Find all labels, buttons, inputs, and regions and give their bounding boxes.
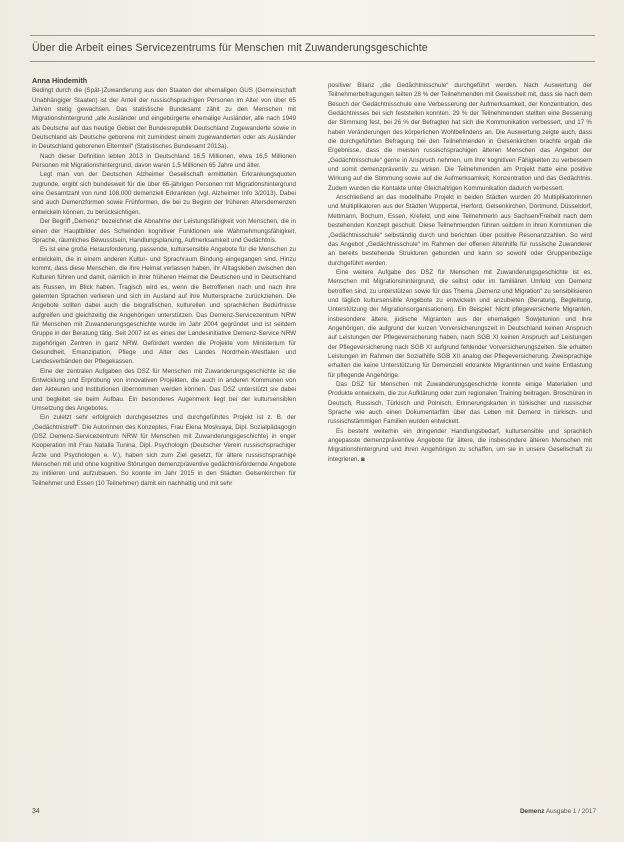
journal-footer xyxy=(520,808,596,815)
paragraph: Eine der zentralen Aufgaben des DSZ für Menschen mit Zuwanderungsgeschichte ist die Entwicklung und Erprobung von innovativen Projekten, die auch in anderen Kommunen von den Akteuren und Institutionen übernommen werden können. Das DSZ unterstützt sie dabei und begleitet sie beim Aufbau. Ein besonderes Augenmerk liegt bei der kultursensiblen Umsetzung des Angebotes. xyxy=(32,367,296,413)
paragraph: Anschließend an das modellhafte Projekt in beiden Städten wurden 20 Multiplikatorinnen und Multiplikatoren aus der Städten Wuppertal, Herford, Gelsenkirchen, Dortmund, Düsseldorf, Mettmann, Bochum, Essen, Krefeld, und eine Teilnehmerin aus Sachsen/Freiheit nach dem bestehenden Konzept geschult. Diese Teilnehmenden führen seitdem in ihren Kommunen die „Gedächtnisschule“ selbständig durch und berichten über positive Resonanzzahlen. So wird das Angebot „Gedächtnisschule“ im Rahmen der offenen Altenhilfe für russische Zuwanderer an bereits bestehende Strukturen gebunden und kann so sowohl oder Gruppenbezüge durchgeführt werden. xyxy=(328,194,592,267)
journal-issue: Ausgabe 1 / 2017 xyxy=(545,808,596,815)
paragraph: Ein zuletzt sehr erfolgreich durchgesetztes und durchgeführtes Projekt ist z. B. der „Gedächtnistreff“. Die Autorinnen des Konzeptes, Frau Elena Moskvaya, Dipl. Sozialpädagogin (DSZ Demenz-Servicezentrum NRW für Menschen mit Zuwanderungsgeschichte) in enger Kooperation mit Frau Natalia Tunina, Dipl. Psychologin (Deutscher Verein russischsprachiger Ärzte und Psychologen e. V.), haben sich zum Ziel gesetzt, für ältere russischsprachige Menschen mit und ohne kognitive Störungen demenzpräventive gedächtnisfördernde Angebote zu initiieren und aufzubauen. So konnte im Jahr 2015 in den Städten Gelsenkirchen für Teilnehmer und Essen (10 Teilnehmer) damit ein nachhaltig und mit sehr xyxy=(32,414,296,487)
paragraph: Das DSZ für Menschen mit Zuwanderungsgeschichte konnte einige Materialien und Produkte entwickeln, die zur Aufklärung oder zum regionalen Training beitragen. Broschüren in Deutsch, Russisch, Türkisch und Polnisch, Erinnerungskarten in türkischer und russischer Sprache wie auch einen Dokumentarfilm über das Leben mit Demenz in türkisch- und russischstämmigen Familien wurden entwickelt. xyxy=(328,381,592,426)
page-title: Über die Arbeit eines Servicezentrums für Menschen mit Zuwanderungsgeschichte xyxy=(32,42,428,54)
journal-name: Demenz xyxy=(519,808,545,815)
paragraph-last xyxy=(328,427,592,465)
header-rule-top xyxy=(30,35,595,36)
article-column-left xyxy=(32,76,296,488)
paragraph: Nach dieser Definition lebten 2013 in Deutschland 16,5 Millionen, etwa 16,5 Millionen Personen mit Migrationshintergrund, davon waren 1,5 Millionen 65 Jahre und älter. xyxy=(32,152,296,170)
paragraph: Bedingt durch die (Spät-)Zuwanderung aus den Staaten der ehemaligen GUS (Gemeinschaft Unabhängiger Staaten) ist der Anteil der russischsprachigen Personen im Alter von über 65 Jahren stetig gewachsen. Das statistische Bundesamt zählt zu den Menschen mit Migrationshintergrund „alle Ausländer und eingebürgerte ehemalige Ausländer, alle nach 1949 als Deutsche auf das heutige Gebiet der Bundesrepublik Deutschland Zugewanderte sowie in Deutschland als Deutsche geborene mit zumindest einem zugewanderten oder als Ausländer in Deutschland geborenen Elternteil“ (Statistisches Bundesamt 2013a). xyxy=(32,87,296,151)
paragraph: Eine weitere Aufgabe des DSZ für Menschen mit Zuwanderungsgeschichte ist es, Menschen mit Migrationshintergrund, die selbst oder im familiären Umfeld von Demenz betroffen sind, zu unterstützen sowie für das Thema „Demenz und Migration“ zu sensibilisieren und täglich kultursensible Angebote zu entwickeln und anzubieten (Beratung, Begleitung, Unterstützung der Migrationsorganisationen). Ein Beispiel: Nicht pflegeversicherte Migranten, insbesondere ältere, jüdische Migranten aus der ehemaligen Sowjetunion und ihre Angehörigen, die aufgrund der kurzen Vorversicherungszeit in Deutschland keinen Anspruch auf Leistungen der Pflegeversicherung haben, nach SGB XI keinen Anspruch auf Leistungen der Pflegeversicherung nach SGB XI aufgrund fehlender Vorversicherungszeiten. Sie erhalten Leistungen im Rahmen der Sozialhilfe SGB XII analog der Pflegeversicherung. Zweisprachige erhalten die keine Unterstützung für Demenziell erkrankte Migrantinnen und keine Entlastung für pflegende Angehörige. xyxy=(328,268,592,379)
header-rule-bottom xyxy=(30,61,595,62)
article-column-right xyxy=(328,81,592,465)
paragraph-text: Es besteht weiterhin ein dringender Handlungsbedarf, kultursensible und sprachlich angepasste demenzpräventive Angebote für ältere, die insbesondere älteren Menschen mit Migrationshintergrund und ihren Angehörigen zu schaffen, um sie in unsere Gesellschaft zu integrieren. xyxy=(328,427,592,463)
end-of-article-icon: ◙ xyxy=(361,456,365,463)
page-number: 34 xyxy=(32,808,40,815)
author-name: Anna Hindemith xyxy=(32,76,88,85)
paragraph: Der Begriff „Demenz“ bezeichnet die Abnahme der Leistungsfähigkeit von Menschen, die in einen der Hauptbilder des Schwinden kognitiver Funktionen wie Wahrnehmungsfähigkeit, Sprache, räumliches Bewusstsein, Handlungsplanung, Aufmerksamkeit und Gedächtnis. xyxy=(32,218,296,244)
paragraph: Es ist eine große Herausforderung, passende, kultursensible Angebote für die Menschen zu entwickeln, die in einem anderen Kultur- und Sprachraum Bindung eingegangen sind. Hinzu kommt, dass diese Menschen, die ihre Heimat verlassen haben, ihr Alltagsleben zwischen den Kulturen führen und damit, nämlich in ihrer früheren Heimat die Deutschen und in Deutschland als Russen, im Blick haben. Tragisch wird es, wenn die Betroffenen nach und nach ihre gelernten Sprachen verlieren und sich im Ausland auf ihre Muttersprache zurückziehen. Die Angebote sollten dabei auch die biografischen, kulturellen und sprachlichen Bedürfnisse aufgreifen und gleichzeitig die Angehörigen unterstützen. Das Demenz-Servicezentrum NRW für Menschen mit Zuwanderungsgeschichte wurde im Jahr 2004 gegründet und ist seitdem Gruppe in der Beratung tätig. Seit 2007 ist es eines der Landesinitiative Demenz-Service NRW zugehörigen Zentren in ganz NRW. Gefördert werden die Projekte vom Ministerium für Gesundheit, Emanzipation, Pflege und Alter des Landes Nordrhein-Westfalen und Landesverbänden der Pflegekassen. xyxy=(32,246,296,366)
paragraph: Legt man von der Deutschen Alzheimer Gesellschaft ermittelten Erkrankungsquoten zugrunde, ergibt sich bundesweit für die über 65-jährigen Personen mit Migrationshintergrund eine Gesamtzahl von rund 108.000 demenziell Erkrankten (vgl. Alzheimer Info 3/2013). Dabei sind auch Demenzformen sowie Frühformen, die bei zu Beginn der früheren Altersdemenzen entwickeln können, zu berücksichtigen. xyxy=(32,171,296,216)
paragraph: positiver Bilanz „die Gedächtnisschule“ durchgeführt werden. Nach Auswertung der Teilnehmerbefragungen teilten 28 % der Teilnehmenden mit Gewissheit mit, dass sie nach dem Besuch der Gedächtnisschule eine Verbesserung der Aufmerksamkeit, der Konzentration, des Gedächtnisses bei sich feststellen konnten. 29 % der Teilnehmenden stellten eine Besserung der Stimmung fest, bei 26 % der Befragten hat sich die Kommunikation verbessert, und 17 % haben Veränderungen des körperlichen Wohlbefindens an. Die Auswertung zeigte auch, dass die durchgeführten Befragung bei den Teilnehmenden in Gelsenkirchen brachte ergab die Ergebnisse, dass die meisten russischsprachigen älteren Menschen das Angebot der „Gedächtnisschule“ gerne in Anspruch nehmen, um ihre kognitiven Fähigkeiten zu verbessern und somit demenzpräventiv zu wirken. Die Teilnehmenden am Projekt hatte eine positive Wirkung auf die Stimmung sowie auf die Aufmerksamkeit, Konzentration und das Gedächtnis. Zudem wurden die Kontakte unter Gleichaltrigen Kommunikation dadurch verbessert. xyxy=(328,82,592,192)
